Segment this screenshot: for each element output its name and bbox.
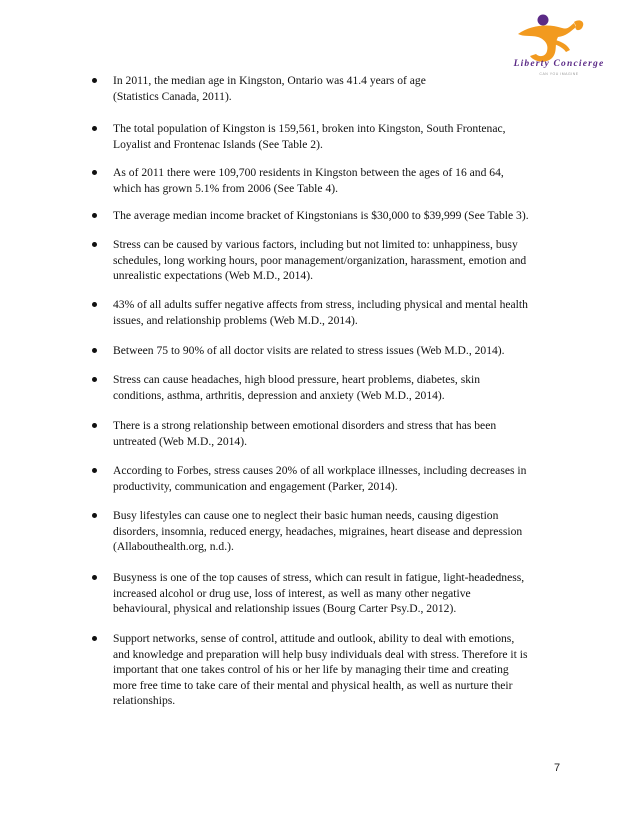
bullet-icon: [92, 468, 97, 473]
bullet-icon: [92, 242, 97, 247]
bullet-text: The total population of Kingston is 159,561, broken into Kingston, South Frontenac, Loyalist and Frontenac Islands (See Table 2).: [113, 122, 506, 151]
bullet-icon: [92, 636, 97, 641]
page-number: 7: [554, 762, 561, 774]
bullet-icon: [92, 348, 97, 353]
bullet-text: In 2011, the median age in Kingston, Ontario was 41.4 years of age (Statistics Canada, 2011).: [113, 74, 426, 103]
bullet-icon: [92, 302, 97, 307]
bullet-icon: [92, 423, 97, 428]
bullet-text: According to Forbes, stress causes 20% of all workplace illnesses, including decreases in productivity, communication and engagement (Parker, 2014).: [113, 464, 527, 493]
bullet-text: Stress can be caused by various factors, including but not limited to: unhappiness, busy schedules, long working hours, poor management/organization, harassment, emotion and unrealistic expectations (Web M.D., 2014).: [113, 238, 527, 282]
bullet-text: Busyness is one of the top causes of stress, which can result in fatigue, light-headedness, increased alcohol or drug use, loss of interest, as well as many other negative behavioural, physical and relationship issues (Bourg Carter Psy.D., 2012).: [113, 571, 525, 615]
bullet-icon: [92, 170, 97, 175]
bullet-icon: [92, 126, 97, 131]
bullet-text: There is a strong relationship between emotional disorders and stress that has been untreated (Web M.D., 2014).: [113, 419, 497, 448]
bullet-text: Between 75 to 90% of all doctor visits are related to stress issues (Web M.D., 2014).: [113, 344, 505, 357]
bullet-icon: [92, 575, 97, 580]
logo-tagline: CAN YOU IMAGINE: [539, 72, 579, 76]
logo-wordmark: Liberty Concierge: [513, 59, 605, 69]
bullet-text: 43% of all adults suffer negative affects from stress, including physical and mental health issues, and relationship problems (Web M.D., 2014).: [113, 298, 528, 327]
bullet-icon: [92, 213, 97, 218]
bullet-icon: [92, 377, 97, 382]
bullet-text: Stress can cause headaches, high blood pressure, heart problems, diabetes, skin conditions, asthma, arthritis, depression and anxiety (Web M.D., 2014).: [113, 373, 481, 402]
bullet-text: The average median income bracket of Kingstonians is $30,000 to $39,999 (See Table 3).: [113, 209, 529, 222]
bullet-icon: [92, 78, 97, 83]
bullet-text: As of 2011 there were 109,700 residents in Kingston between the ages of 16 and 64, which has grown 5.1% from 2006 (See Table 4).: [113, 166, 504, 195]
bullet-text: Busy lifestyles can cause one to neglect their basic human needs, causing digestion disorders, insomnia, reduced energy, headaches, migraines, heart disease and depression (Allabouthealth.org, n.d.).: [113, 509, 523, 553]
bullet-text: Support networks, sense of control, attitude and outlook, ability to deal with emotions, and knowledge and preparation will help busy individuals deal with stress. Therefore it is important that one takes control of his or her life by managing their time and creating more free time to take care of their mental and physical health, as well as nurture their relationships.: [113, 632, 528, 707]
bullet-icon: [92, 513, 97, 518]
